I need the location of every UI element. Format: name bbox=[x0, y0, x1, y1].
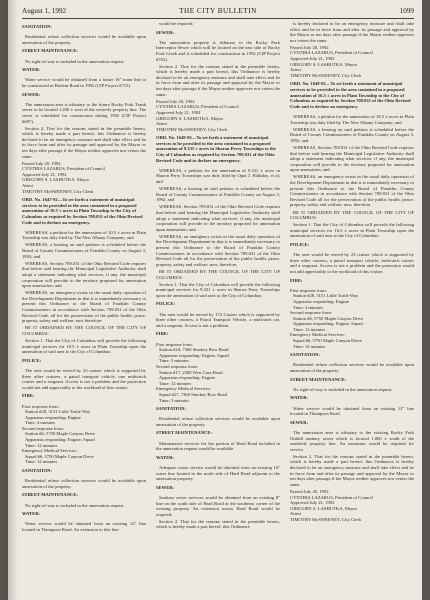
text-line: Approved July 21, 1992 bbox=[290, 500, 335, 506]
text-line: Station #28, 3151 Little Turtle Way bbox=[293, 293, 359, 299]
section-heading: STREET MAINTENANCE: bbox=[290, 376, 346, 382]
paragraph: The area would be served by 23 cruiser which is supported by three other cruisers, a patrol transport vehicle, one midwatch cruiser and a sergeant. Access is not a problem and the protection would not add appreciably to the workload of this cruiser. bbox=[22, 367, 146, 390]
text-line: Station #28, 3151 Little Turtle Way bbox=[25, 409, 91, 415]
paragraph: Sanitary sewer services would be obtained from an existing 8" line on the south side of Hard Road at the southeast corner of the existing property. An extension across Hard Road would be required. bbox=[156, 495, 280, 517]
column-3 bbox=[290, 21, 414, 522]
paragraph: No right-of-way is included in the annexation request. bbox=[25, 502, 125, 508]
text-line: Squad #6, 5750 Maple Canyon Drive bbox=[293, 338, 362, 344]
text-line: TIMOTHY McSWEENEY, City Clerk bbox=[156, 126, 228, 132]
text-line: TIMOTHY McSWEENEY, City Clerk bbox=[290, 72, 362, 78]
section-heading: SANITATION: bbox=[22, 24, 52, 29]
page-binding-edge bbox=[422, 0, 430, 600]
text-line: First response from: bbox=[156, 341, 194, 347]
paragraph: is hereby declared to be an emergency measure and shall take effect and be in force from and after its passage and approval by the Mayor or ten days after passage if the Mayor neither approves nor vetoes the same. bbox=[290, 21, 414, 43]
text-line: Time: 12 minutes bbox=[159, 380, 192, 386]
text-line: Squad #6, 5750 Maple Canyon Drive bbox=[25, 453, 94, 459]
paragraph: Water service would be obtained from an existing 12" line located in Thompson Road. bbox=[290, 405, 414, 417]
text-line: Time: 5 minutes bbox=[159, 358, 189, 364]
section-heading: FIRE: bbox=[156, 331, 169, 337]
paragraph: WHEREAS, Section 709.031 of the Ohio Revised Code requires that before said hearing the Municipal Legislative Authority shall adopt a statement indicating what services, if any, the municipal corporation will provide to the territory proposed for annexation upon annexation; and bbox=[156, 204, 280, 232]
text-line: Station #6, 5750 Maple Canyon Drive bbox=[293, 315, 364, 321]
paragraph: The annexation area is tributary to the future Rocky Fork Trunk sewer to be located 1,200 ± west of the westerly property line. The sewer is scheduled for construction during 1992 (CIP Project #687). bbox=[22, 101, 146, 124]
text-line: Passed July 20, 1992 bbox=[22, 160, 61, 166]
text-line: Second response from: bbox=[290, 310, 333, 316]
text-line: CYNTHIA LAZARUS, President of Council bbox=[156, 104, 239, 110]
paragraph: BE IT ORDAINED BY THE COUNCIL OF THE CITY OF COLUMBUS: bbox=[22, 325, 146, 336]
paragraph: The annexation property is tributary to the Rocky Fork Interceptor Sewer which will be located on the east side of Rocky Fork Creek and is scheduled for construction in 1992 (CIP Project #702). bbox=[156, 39, 280, 62]
text-line: Second response from: bbox=[22, 425, 65, 431]
text-line: Emergency Medical Services: bbox=[22, 448, 78, 454]
section-heading: WATER: bbox=[22, 511, 41, 517]
paragraph: would be required. bbox=[159, 21, 194, 26]
text-line: First response from: bbox=[22, 403, 60, 409]
section-heading: SANITATION: bbox=[290, 352, 320, 358]
paragraph: WHEREAS, a petition for the annexation of 10.5 ± acres in Plain Township was duly filed by The New Albany Company; and bbox=[22, 229, 146, 241]
paragraph: WHEREAS, a hearing on said petition is scheduled before the Board of County Commissioners of Franklin County on August 3, 1992; and bbox=[156, 186, 280, 203]
paragraph: Section 1. That the City of Columbus will provide the following municipal services for 10.5 ± acres in Plain Township upon the annexation of said area to the City of Columbus: bbox=[22, 337, 146, 355]
paragraph: Section 1. That the City of Columbus will provide the following municipal services for 9.331 ± acres in Sharon Perry Townships upon the annexation of said area to the City of Columbus: bbox=[156, 281, 280, 298]
paragraph: Water service would be obtained from a future 16" main line to be constructed in Harlem Road in 1992 (CIP Project #715). bbox=[22, 77, 146, 88]
text-line: Attest bbox=[290, 67, 301, 73]
paragraph: Residential refuse collection services would be available upon annexation of the property. bbox=[22, 478, 146, 489]
paragraph: WHEREAS, a petition for the annexation of 9.331 ± acres in Sharon Perry Townships was duly filed by Opal J. Halliday, et al; and bbox=[156, 167, 280, 185]
paragraph: WHEREAS, a hearing on said petition is scheduled before the Board of County Commissioners of Franklin County on August 3, 1992; and bbox=[22, 242, 146, 259]
paragraph: WHEREAS, Section 709.031 of the Ohio Revised Code requires that before said hearing the Municipal Legislative Authority shall adopt a statement indicating what services, if any, the municipal corporation will provide to the territory proposed for annexation upon annexation; and bbox=[290, 144, 414, 173]
text-line: Apparatus responding: Engine, Squad bbox=[159, 352, 229, 358]
paragraph: The annexation area is tributary to the existing Rocky Fork Outfall sanitary sewer which is located 1,000 ± south of the southerly property line. An extension would be required for service. bbox=[290, 429, 414, 452]
section-heading: WATER: bbox=[156, 454, 175, 460]
text-line: Station #24, 7360 Smokey Row Road bbox=[159, 347, 229, 353]
text-line: First response from: bbox=[290, 287, 328, 293]
paragraph: WHEREAS, a petition for the annexation of 16.5 ± acres in Plain Township was duly filed by The New Albany Company; and bbox=[290, 114, 414, 125]
paragraph: Section 1. That the City of Columbus will provide the following municipal services for 16.5 ± acres in Plain Township upon the annexation of said area to the City of Columbus: bbox=[290, 222, 414, 239]
text-line: Attest bbox=[22, 183, 33, 189]
text-line: Emergency Medical Services: bbox=[156, 386, 212, 392]
paragraph: WHEREAS, Section 709.031 of the Ohio Revised Code requires that before said hearing the Municipal Legislative Authority shall adopt a statement indicating what services, if any, the municipal corporation will provide to the territory proposed for annexation upon annexation; and bbox=[22, 260, 146, 289]
section-heading: STREET MAINTENANCE: bbox=[22, 492, 78, 498]
section-heading: WATER: bbox=[290, 395, 309, 401]
text-line: Approved July 21, 1992 bbox=[290, 56, 335, 62]
paragraph: WHEREAS, an emergency exists in the usual daily operation of the Development Department in that it is immediately necessary to present this Ordinance to the Board of Franklin County Commissioners in accordance with Section 709.031 of the Ohio Revised Code, all for the preservation of the public health, peace, property, safety and welfare; now therefore: bbox=[22, 290, 146, 324]
text-line: Time: 5 minutes bbox=[159, 397, 189, 403]
text-line: Emergency Medical Services: bbox=[290, 332, 346, 338]
text-line: Apparatus responding: Engine bbox=[293, 298, 349, 304]
text-line: Passed July 20, 1992 bbox=[156, 98, 195, 104]
paragraph: No right-of-way is included in the annexation request. bbox=[293, 386, 393, 392]
paragraph: Section 2. That for the reasons stated in the preamble hereto, which is hereby made a part hereof, this Ordinance bbox=[156, 518, 280, 530]
text-line: Passed July 20, 1992 bbox=[290, 488, 329, 494]
text-line: TIMOTHY McSWEENEY, City Clerk bbox=[290, 516, 362, 522]
section-heading: SEWER: bbox=[156, 484, 175, 490]
text-line: Apparatus responding: Engine bbox=[159, 375, 215, 381]
paragraph: The area would be served by 172 Cruiser which is supported by three other cruisers, a Patrol Transport Vehicle, a midwatch car, and a sergeant. Access is not a problem. bbox=[156, 311, 280, 328]
text-line: Station #6, 5750 Maple Canyon Drive bbox=[25, 431, 96, 437]
paragraph: Section 2. That for the reasons stated in the preamble hereto, which is hereby made a part hereof, this Ordinance is hereby declared to be an emergency measure and shall take effect and be in force from and after its passage and approval by the Mayor or ten days after passage if the Mayor neither approves nor vetoes the same. bbox=[290, 453, 414, 487]
paragraph: Residential refuse collection services would be available upon annexation of the property. bbox=[290, 362, 414, 374]
section-heading: STREET MAINTENANCE: bbox=[156, 430, 212, 436]
ordinance-heading: ORD. No. 1648-92—To set forth a statement of municipal services to be provided to the area contained in a proposed annexation of 9.331 ± acres in Sharon Perry Townships to the City of Columbus as required by Section 709.031 of the Ohio Revised Code and to declare an emergency. bbox=[156, 135, 276, 163]
paragraph: WHEREAS, an emergency exists in the usual daily operation of the Development Department in that it is immediately necessary to present this Ordinance to the Board of Franklin County Commissioners in accordance with Section 709.031 of the Ohio Revised Code all for the preservation of the public health, peace, property, safety and welfare; now, therefore, bbox=[290, 174, 414, 208]
ordinance-heading: ORD. No. 1649-92—To set forth a statement of municipal services to be provided to the area contained in a proposed annexation of 16.5 ± acres in Plain Township to the City of Columbus as required by Section 709.031 of the Ohio Revised Code and to declare an emergency. bbox=[290, 81, 411, 109]
text-line: Time: 4 minutes bbox=[293, 304, 323, 310]
ordinance-heading: ORD. No. 1647-92—To set forth a statement of municipal services to be provided to the area contained in a proposed annexation of 10.5 ± acres in Plain Township to the City of Columbus as required by Section 709.031 of the Ohio Revised Code and to declare an emergency. bbox=[22, 197, 143, 225]
text-line: Time: 12 minutes bbox=[25, 442, 58, 448]
text-line: Approved July 21, 1992 bbox=[156, 109, 201, 115]
text-line: Squad #27, 7360 Smokey Row Road bbox=[159, 391, 227, 397]
text-line: Time: 12 minutes bbox=[293, 343, 326, 349]
page-gutter bbox=[8, 0, 18, 600]
paragraph: Adequate water service would be obtained from an existing 16" water line located in the north side of Hard Road adjacent to the annexation property. bbox=[156, 465, 280, 482]
text-line: GREGORY S. LASHUTKA, Mayor bbox=[22, 177, 90, 183]
paragraph: Section 2. That for the reasons stated in the preamble hereto, which is hereby made a part hereof, this Ordinance is hereby declared to be an emergency measure and shall take effect and be in force from and after its passage and approval by the Mayor or ten days after passage if the Mayor neither approves nor vetoes the same. bbox=[22, 125, 146, 159]
text-line: Time: 12 minutes bbox=[25, 459, 58, 465]
text-line: CYNTHIA LAZARUS, President of Council bbox=[290, 494, 373, 500]
paragraph: No right-of-way is included in the annexation request. bbox=[25, 58, 125, 64]
header-page-number: 1099 bbox=[399, 7, 414, 15]
text-line: Apparatus responding: Engine bbox=[25, 414, 81, 420]
paragraph: BE IT ORDAINED BY THE COUNCIL OF THE CITY OF COLUMBUS: bbox=[156, 268, 280, 280]
text-line: TIMOTHY McSWEENEY, City Clerk bbox=[22, 188, 94, 194]
section-heading: SEWER: bbox=[290, 419, 309, 425]
text-line: Station #17, 2300 West Case Road bbox=[159, 369, 223, 375]
section-heading: WATER: bbox=[22, 67, 41, 73]
paragraph: Section 2. That for the reasons stated in the preamble hereto, which is hereby made a part hereof, this Ordinance is hereby declared to be an emergency measure and shall take effect and be in force from and after its passage and approval by the Mayor or ten days after passage if the Mayor neither approves nor vetoes the same. bbox=[156, 63, 280, 97]
paragraph: Maintenance services for the portion of Hard Road included in the annexation request would be available. bbox=[156, 440, 280, 452]
paragraph: WHEREAS, a hearing on said petition is scheduled before the Board of County Commissioners of Franklin County on August 3, 1992; and bbox=[290, 126, 414, 143]
text-line: Apparatus responding: Engine, Squad bbox=[293, 321, 363, 327]
column-2 bbox=[156, 21, 280, 532]
page-header bbox=[22, 4, 414, 19]
header-date: August 1, 1992 bbox=[22, 7, 67, 15]
text-line: Passed July 20, 1992 bbox=[290, 44, 329, 50]
bulletin-page bbox=[8, 0, 422, 600]
section-heading: POLICE: bbox=[156, 301, 176, 307]
header-title: THE CITY BULLETIN bbox=[179, 7, 257, 15]
text-line: GREGORY S. LASHUTKA, Mayor bbox=[290, 505, 358, 511]
section-heading: SEWER: bbox=[156, 29, 175, 35]
text-line: Attest bbox=[156, 121, 167, 127]
paragraph: WHEREAS, an emergency exists in the usual daily operation of the Development Department in that it is immediately necessary to present this Ordinance to the Board of Franklin County Commissioners in accordance with Section 709.031 of the Ohio Revised Code all for the preservation of the public health, peace, property, safety and welfare; now, therefore, bbox=[156, 233, 280, 267]
text-line: Attest bbox=[290, 511, 301, 517]
section-heading: FIRE: bbox=[22, 393, 35, 399]
section-heading: STREET MAINTENANCE: bbox=[22, 48, 78, 54]
section-heading: SANITATION: bbox=[156, 406, 186, 412]
text-line: Time: 4 minutes bbox=[25, 420, 55, 426]
section-heading: FIRE: bbox=[290, 277, 303, 283]
text-line: CYNTHIA LAZARUS, President of Council bbox=[22, 166, 105, 172]
section-heading: SEWER: bbox=[22, 91, 41, 97]
text-line: Second response from: bbox=[156, 363, 199, 369]
paragraph: Residential refuse collection services would be available upon annexation of the property. bbox=[156, 416, 280, 427]
column-1 bbox=[22, 21, 146, 534]
paragraph: BE IT ORDAINED BY THE COUNCIL OF THE CITY OF COLUMBUS: bbox=[290, 209, 414, 221]
paragraph: Residential refuse collection services would be available upon annexation of the property. bbox=[22, 34, 146, 45]
text-line: GREGORY S. LASHUTKA, Mayor bbox=[290, 61, 358, 67]
text-line: CYNTHIA LAZARUS, President of Council bbox=[290, 50, 373, 56]
paragraph: The area would be served by 23 cruiser which is supported by three other cruisers, a patrol transport vehicle, midwatch cruiser and a sergeant. Access is not a problem and the protection would not add appreciably to the workload of this cruiser. bbox=[290, 252, 414, 274]
text-line: Approved July 21, 1992 bbox=[22, 171, 67, 177]
text-line: Apparatus responding: Engine, Squad bbox=[25, 437, 95, 443]
text-line: Time: 12 minutes bbox=[293, 326, 326, 332]
section-heading: POLICE: bbox=[22, 357, 42, 363]
text-line: GREGORY S. LASHUTKA, Mayor bbox=[156, 115, 224, 121]
section-heading: POLICE: bbox=[290, 241, 310, 247]
paragraph: Water service would be obtained from an existing 12" line located in Thompson Road. An extension to this line bbox=[22, 521, 146, 532]
section-heading: SANITATION: bbox=[22, 468, 52, 474]
